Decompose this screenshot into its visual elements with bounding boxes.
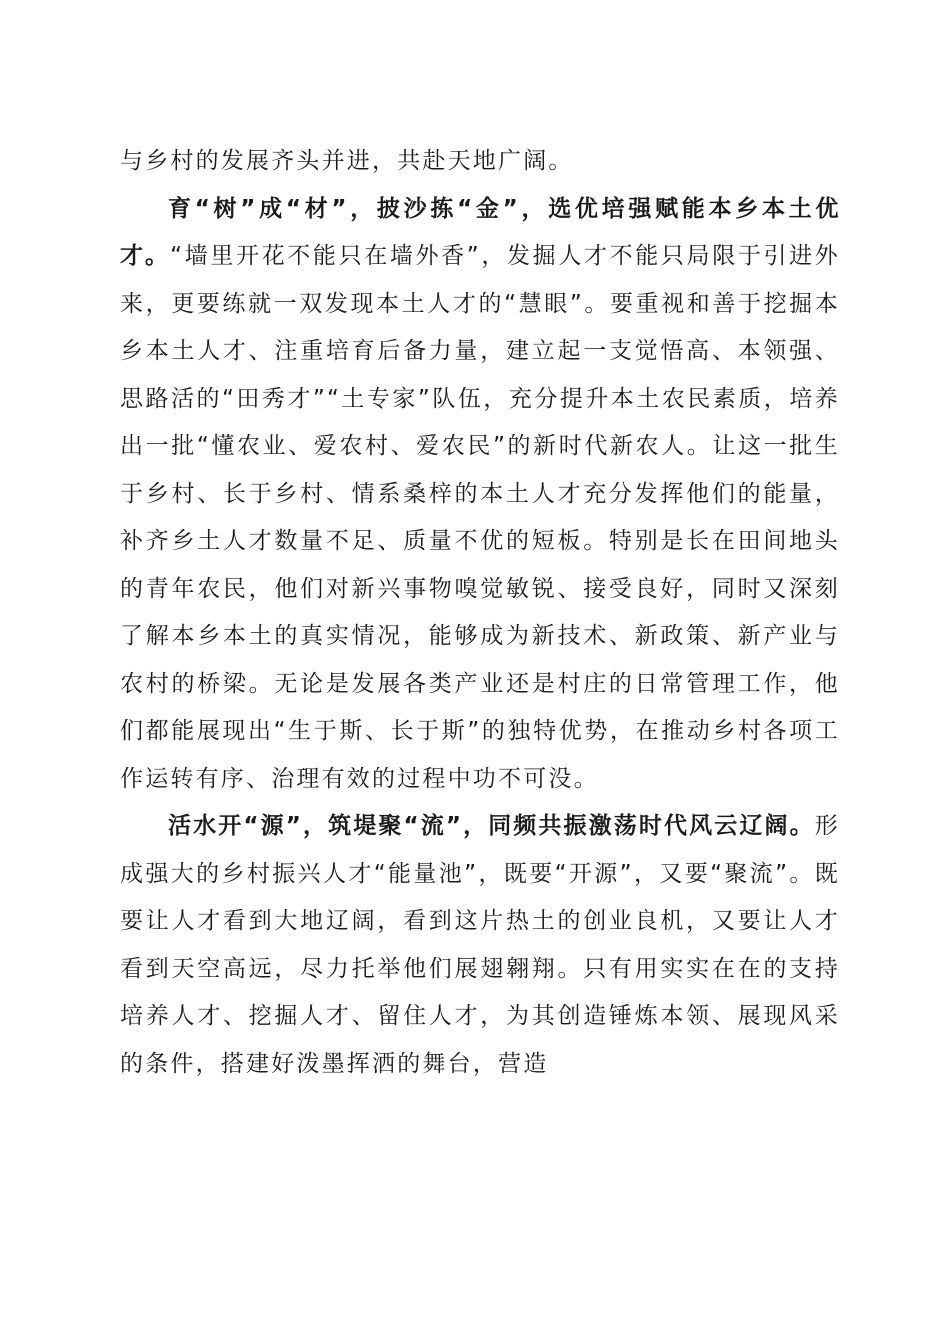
paragraph-body: “墙里开花不能只在墙外香”，发掘人才不能只局限于引进外来，更要练就一双发现本土人才的“慧眼”。要重视和善于挖掘本乡本土人才、注重培育后备力量，建立起一支觉悟高、本领强、思路活的“田秀才”“土专家”队伍，充分提升本土农民素质，培养出一批“懂农业、爱农村、爱农民”的新时代新农人。让这一批生于乡村、长于乡村、情系桑梓的本土人才充分发挥他们的能量，补齐乡土人才数量不足、质量不优的短板。特别是长在田间地头的青年农民，他们对新兴事物嗅觉敏锐、接受良好，同时又深刻了解本乡本土的真实情况，能够成为新技术、新政策、新产业与农村的桥梁。无论是发展各类产业还是村庄的日常管理工作，他们都能展现出“生于斯、长于斯”的独特优势，在推动乡村各项工作运转有序、治理有效的过程中功不可没。 [120,243,841,792]
paragraph-body: 与乡村的发展齐头并进，共赴天地广阔。 [120,148,574,174]
paragraph-heading: 育“树”成“材”，披沙拣“金”，选优培强赋能本乡本土优才。 [120,195,840,269]
paragraph-talent-pool [120,803,840,1088]
paragraph-local-talent [120,186,840,804]
paragraph-heading: 活水开“源”，筑堤聚“流”，同频共振激荡时代风云辽阔。 [168,813,815,839]
paragraph-continuation [120,138,840,186]
paragraph-body: 形成强大的乡村振兴人才“能量池”，既要“开源”，又要“聚流”。既要让人才看到大地辽阔，看到这片热土的创业良机，又要让人才看到天空高远，尽力托举他们展翅翱翔。只有用实实在在的支持培养人才、挖掘人才、留住人才，为其创造锤炼本领、展现风采的条件，搭建好泼墨挥洒的舞台，营造 [120,813,840,1077]
document-page [120,138,840,1088]
